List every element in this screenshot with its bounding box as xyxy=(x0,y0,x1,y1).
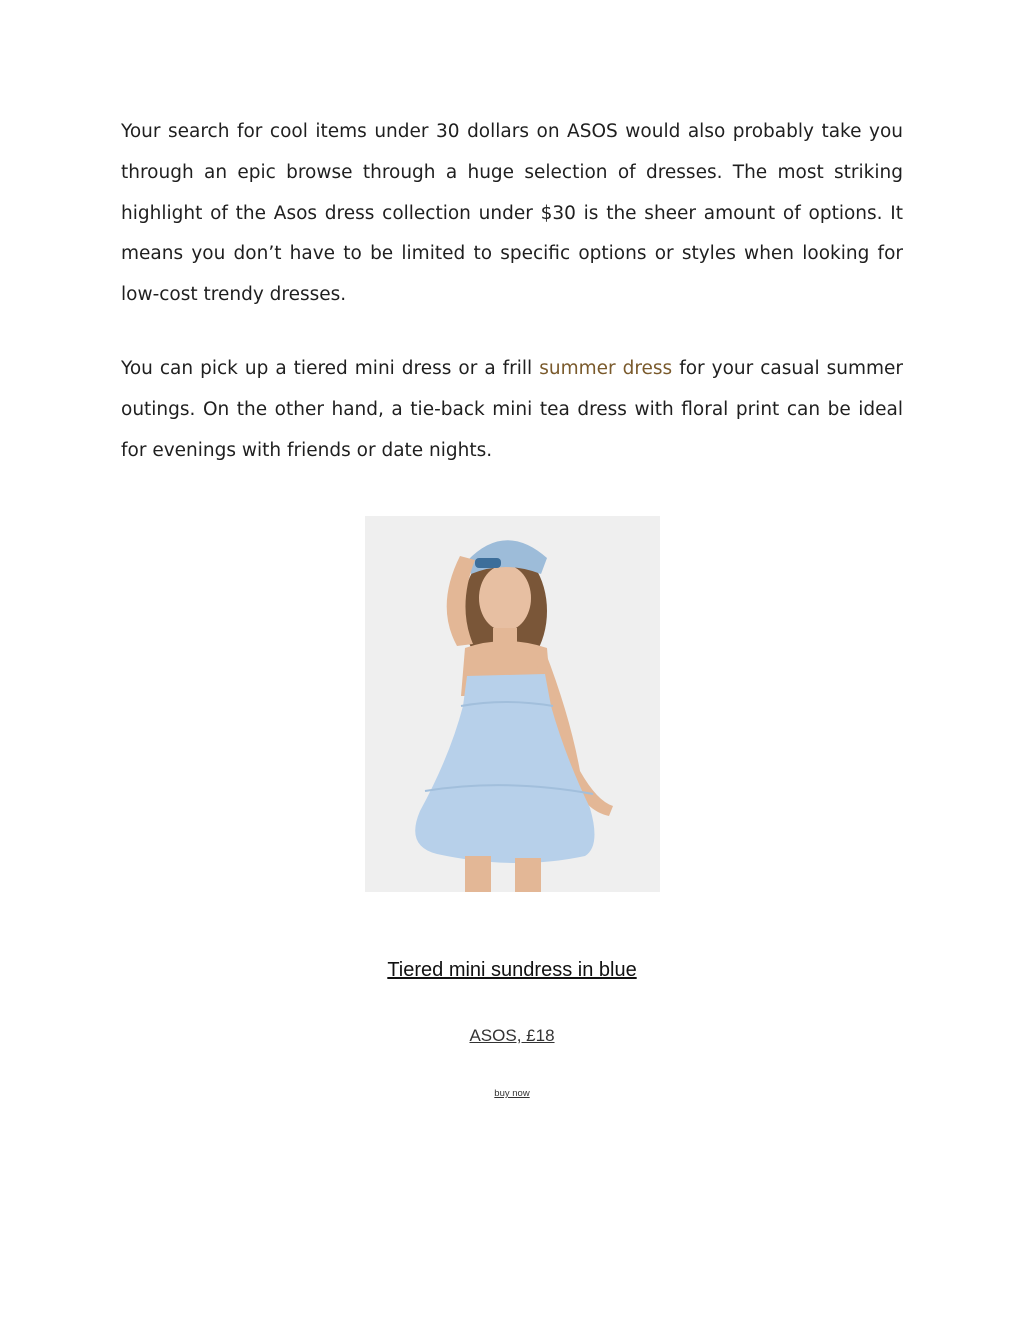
product-price-link[interactable]: ASOS, £18 xyxy=(469,1026,555,1045)
dress-model-illustration xyxy=(365,516,660,892)
summer-dress-link[interactable]: summer dress xyxy=(539,358,673,379)
paragraph-text-after-link: for your casual summer outings. On the other hand, a tie-back mini tea dress with floral print can be ideal for evenings with friends or date nights. xyxy=(121,358,903,461)
paragraph-text-before-link: You can pick up a tiered mini dress or a frill xyxy=(121,358,540,379)
right-leg xyxy=(515,858,541,892)
dress-suggestions-paragraph xyxy=(121,349,903,471)
buy-now-link[interactable]: buy now xyxy=(494,1088,530,1099)
cap-strap xyxy=(475,558,501,568)
product-photo[interactable] xyxy=(365,516,660,892)
intro-paragraph: Your search for cool items under 30 dollars on ASOS would also probably take you through an epic browse through a huge selection of dresses. The most striking highlight of the Asos dress collection under $30 is the sheer amount of options. It means you don’t have to be limited to specific options or styles when looking for low-cost trendy dresses. xyxy=(121,121,903,306)
product-title-link[interactable]: Tiered mini sundress in blue xyxy=(387,959,637,981)
face-shape xyxy=(479,565,531,631)
left-leg xyxy=(465,856,491,892)
